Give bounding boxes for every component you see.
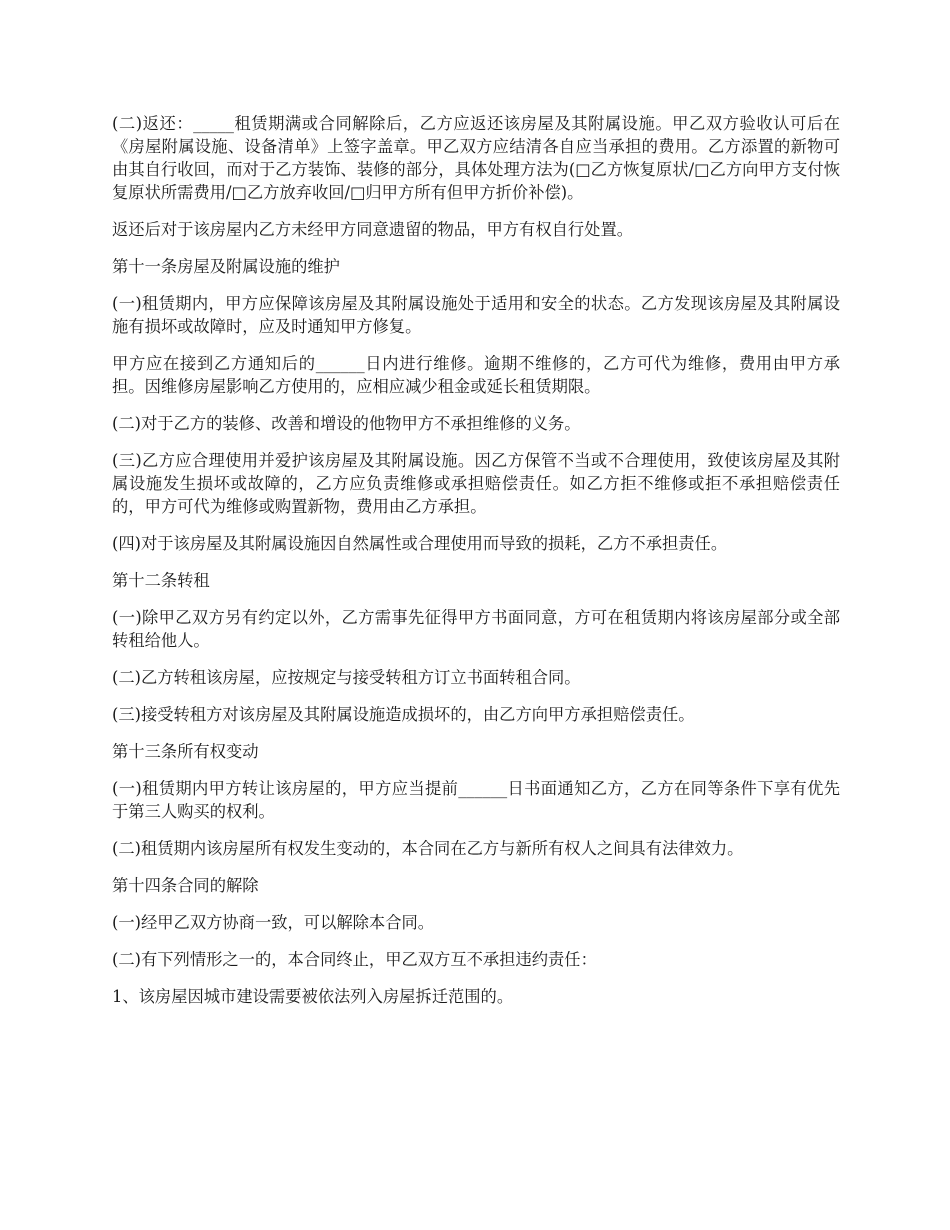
heading-article-14: 第十四条合同的解除 — [112, 876, 259, 895]
heading-article-13: 第十三条所有权变动 — [112, 742, 259, 761]
paragraph-12-3: (三)接受转租方对该房屋及其附属设施造成损坏的，由乙方向甲方承担赔偿责任。 — [112, 705, 695, 724]
paragraph-14-item-1: 1、该房屋因城市建设需要被依法列入房屋拆迁范围的。 — [112, 987, 514, 1006]
paragraph-11-3: (三)乙方应合理使用并爱护该房屋及其附属设施。因乙方保管不当或不合理使用，致使该房屋及其附属设施发生损坏或故障的，乙方应负责维修或承担赔偿责任。如乙方拒不维修或拒不承担赔偿责任的，甲方可代为维修或购置新物，费用由乙方承担。 — [112, 451, 840, 516]
paragraph-13-1: (一)租赁期内甲方转让该房屋的，甲方应当提前______日书面通知乙方，乙方在同等条件下享有优先于第三人购买的权利。 — [112, 779, 840, 821]
paragraph-leftover-items: 返还后对于该房屋内乙方未经甲方同意遗留的物品，甲方有权自行处置。 — [112, 220, 634, 239]
paragraph-return-clause: (二)返还：_____租赁期满或合同解除后，乙方应返还该房屋及其附属设施。甲乙双方验收认可后在《房屋附属设施、设备清单》上签字盖章。甲乙双方应结清各自应当承担的费用。乙方添置的新物可由其自行收回，而对于乙方装饰、装修的部分，具体处理方法为(□乙方恢复原状/□乙方向甲方支付恢复原状所需费用/□乙方放弃收回/□归甲方所有但甲方折价补偿)。 — [112, 114, 840, 202]
paragraph-12-2: (二)乙方转租该房屋，应按规定与接受转租方订立书面转租合同。 — [112, 668, 581, 687]
paragraph-12-1: (一)除甲乙双方另有约定以外，乙方需事先征得甲方书面同意，方可在租赁期内将该房屋部分或全部转租给他人。 — [112, 608, 840, 650]
paragraph-11-2: (二)对于乙方的装修、改善和增设的他物甲方不承担维修的义务。 — [112, 414, 581, 433]
paragraph-13-2: (二)租赁期内该房屋所有权发生变动的，本合同在乙方与新所有权人之间具有法律效力。 — [112, 839, 744, 858]
paragraph-14-2: (二)有下列情形之一的，本合同终止，甲乙双方互不承担违约责任： — [112, 950, 597, 969]
heading-article-12: 第十二条转租 — [112, 571, 210, 590]
paragraph-11-4: (四)对于该房屋及其附属设施因自然属性或合理使用而导致的损耗，乙方不承担责任。 — [112, 534, 728, 553]
document-body — [112, 112, 840, 1022]
paragraph-14-1: (一)经甲乙双方协商一致，可以解除本合同。 — [112, 913, 435, 932]
heading-article-11: 第十一条房屋及附属设施的维护 — [112, 257, 340, 276]
paragraph-11-repair-deadline: 甲方应在接到乙方通知后的______日内进行维修。逾期不维修的，乙方可代为维修，费用由甲方承担。因维修房屋影响乙方使用的，应相应减少租金或延长租赁期限。 — [112, 354, 840, 396]
paragraph-11-1: (一)租赁期内，甲方应保障该房屋及其附属设施处于适用和安全的状态。乙方发现该房屋及其附属设施有损坏或故障时，应及时通知甲方修复。 — [112, 294, 840, 336]
